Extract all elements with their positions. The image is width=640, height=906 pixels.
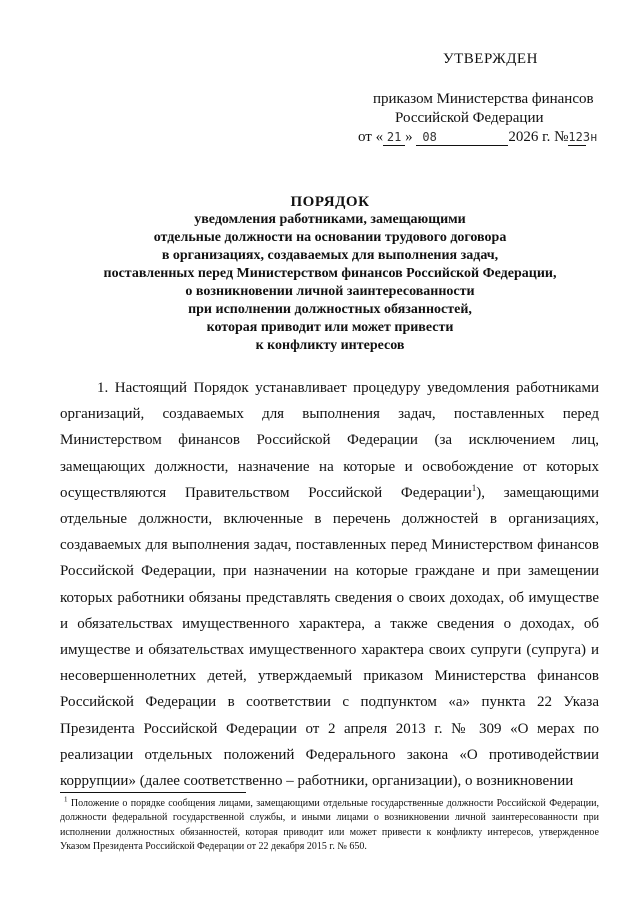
approval-line-2: Российской Федерации bbox=[395, 110, 544, 126]
approval-date-line bbox=[358, 128, 620, 147]
approval-line-1: приказом Министерства финансов bbox=[373, 91, 594, 107]
title-line: при исполнении должностных обязанностей, bbox=[188, 302, 472, 317]
title-line: к конфликту интересов bbox=[255, 338, 405, 353]
date-year: 2026 г. № bbox=[508, 129, 569, 145]
document-title bbox=[60, 193, 600, 355]
date-prefix: от « bbox=[358, 129, 384, 145]
approval-block bbox=[340, 50, 620, 147]
date-day: 21 bbox=[383, 130, 405, 146]
footnote bbox=[60, 797, 599, 854]
approval-stamp: УТВЕРЖДЕН bbox=[443, 51, 538, 67]
footnote-reference: 1 bbox=[471, 482, 477, 493]
date-day-close: » bbox=[405, 129, 413, 145]
title-line: уведомления работниками, замещающими bbox=[194, 212, 466, 227]
order-number: 123н bbox=[568, 130, 598, 144]
body-text-part-1: 1. Настоящий Порядок устанавливает процедуру уведомления работниками организаций, создаваемых для выполнения задач, поставленных перед Министерством финансов Российской Федерации (за исключением лиц, замещающих должности, назначение на которые и освобождение от которых осуществляются Правительством Российской Федерации bbox=[60, 380, 599, 501]
body-text-part-2: ), замещающими отдельные должности, включенные в перечень должностей в организациях, создаваемых для выполнения задач, поставленных перед Министерством финансов Российской Федерации, при назначении на которые граждане и при замещении которых работники обязаны представлять сведения о своих доходах, об имуществе и обязательствах имущественного характера, а также сведения о доходах, об имуществе и обязательствах имущественного характера своих супруги (супруга) и несовершеннолетних детей, утверждаемый приказом Министерства финансов Российской Федерации в соответствии с подпунктом «а» пункта 22 Указа Президента Российской Федерации от 2 апреля 2013 г. № 309 «О мерах по реализации отдельных положений Федерального закона «О противодействии коррупции» (далее соответственно – работники, организации), о возникновении bbox=[60, 484, 599, 790]
footnote-divider bbox=[60, 792, 246, 793]
body-paragraph-1 bbox=[60, 375, 599, 794]
title-line: которая приводит или может привести bbox=[206, 320, 454, 335]
footnote-text: Положение о порядке сообщения лицами, замещающими отдельные государственные должности Российской Федерации, должности федеральной государственной службы, и иными лицами о возникновении личной заинтересованности при исполнении должностных обязанностей, которая приводит или может привести к конфликту интересов, утвержденное Указом Президента Российской Федерации от 22 декабря 2015 г. № 650. bbox=[60, 798, 599, 852]
date-month: 08 bbox=[416, 130, 508, 146]
title-line: в организациях, создаваемых для выполнения задач, bbox=[161, 248, 499, 263]
title-line: о возникновении личной заинтересованности bbox=[185, 284, 475, 299]
title-line: поставленных перед Министерством финансов Российской Федерации, bbox=[103, 266, 557, 281]
title-heading: ПОРЯДОК bbox=[290, 194, 370, 210]
title-line: отдельные должности на основании трудового договора bbox=[153, 230, 507, 245]
footnote-marker: 1 bbox=[64, 795, 68, 804]
